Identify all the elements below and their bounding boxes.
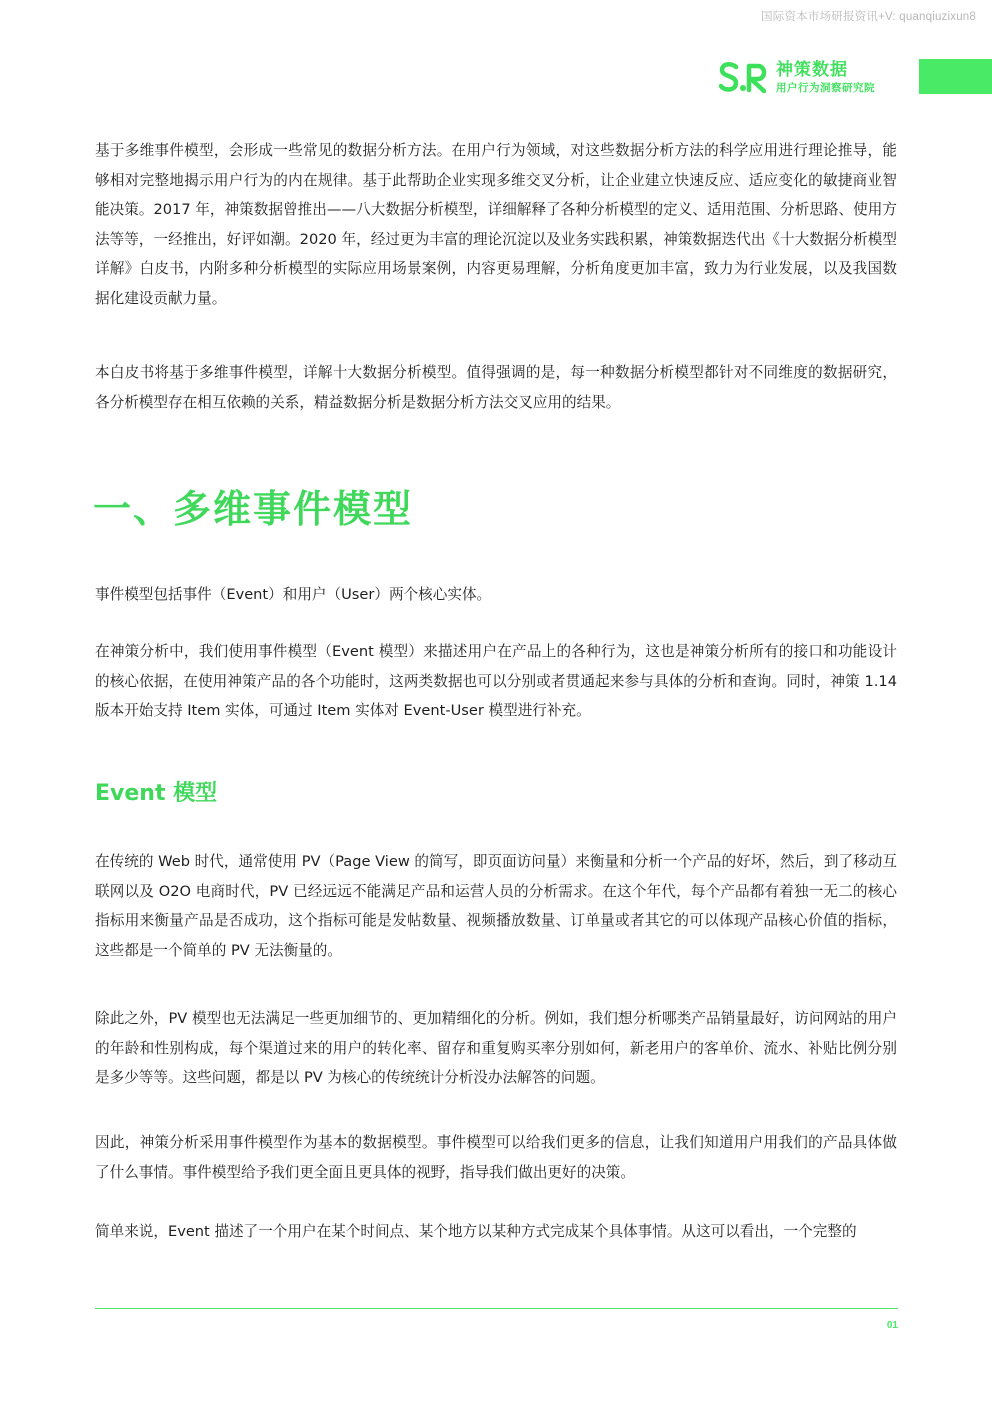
watermark-text: 国际资本市场研报资讯+V: quanqiuzixun8 [761,11,976,23]
brand-logo [718,60,875,96]
logo-name: 神策数据 [776,60,848,81]
logo-subtitle: 用户行为洞察研究院 [776,82,875,95]
paragraph-pv-history: 在传统的 Web 时代，通常使用 PV（Page View 的简写，即页面访问量）来衡量和分析一个产品的好坏，然后，到了移动互联网以及 O2O 电商时代，PV 已经远远不能满足产品和运营人员的分析需求。在这个年代，每个产品都有着独一无二的核心指标用来衡量产品是否成功，这个指标可能是发帖数量、视频播放数量、订单量或者其它的可以体现产品核心价值的指标，这些都是一个简单的 PV 无法衡量的。 [95,853,897,959]
paragraph-event-definition: 简单来说，Event 描述了一个用户在某个时间点、某个地方以某种方式完成某个具体事情。从这可以看出，一个完整的 [95,1223,857,1240]
subsection-heading: Event 模型 [95,781,218,806]
header-accent-block [919,59,992,94]
page-number: 01 [886,1320,898,1331]
paragraph-event-model-usage: 在神策分析中，我们使用事件模型（Event 模型）来描述用户在产品上的各种行为，这也是神策分析所有的接口和功能设计的核心依据，在使用神策产品的各个功能时，这两类数据也可以分别或者贯通起来参与具体的分析和查询。同时，神策 1.14 版本开始支持 Item 实体，可通过 Item 实体对 Event-User 模型进行补充。 [95,643,897,719]
paragraph-intro: 基于多维事件模型，会形成一些常见的数据分析方法。在用户行为领域，对这些数据分析方法的科学应用进行理论推导，能够相对完整地揭示用户行为的内在规律。基于此帮助企业实现多维交叉分析，让企业建立快速反应、适应变化的敏捷商业智能决策。2017 年，神策数据曾推出——八大数据分析模型，详细解释了各种分析模型的定义、适用范围、分析思路、使用方法等等，一经推出，好评如潮。2020 年，经过更为丰富的理论沉淀以及业务实践积累，神策数据迭代出《十大数据分析模型详解》白皮书，内附多种分析模型的实际应用场景案例，内容更易理解，分析角度更加丰富，致力为行业发展，以及我国数据化建设贡献力量。 [95,142,897,307]
section-heading: 一、多维事件模型 [93,487,414,531]
paragraph-pv-limits: 除此之外，PV 模型也无法满足一些更加细节的、更加精细化的分析。例如，我们想分析哪类产品销量最好，访问网站的用户的年龄和性别构成，每个渠道过来的用户的转化率、留存和重复购买率分别如何，新老用户的客单价、流水、补贴比例分别是多少等等。这些问题，都是以 PV 为核心的传统统计分析没办法解答的问题。 [95,1010,897,1086]
paragraph-whitepaper: 本白皮书将基于多维事件模型，详解十大数据分析模型。值得强调的是，每一种数据分析模型都针对不同维度的数据研究，各分析模型存在相互依赖的关系，精益数据分析是数据分析方法交叉应用的结果。 [95,364,897,411]
logo-mark-icon [718,60,770,96]
footer-divider [95,1308,898,1309]
paragraph-event-adoption: 因此，神策分析采用事件模型作为基本的数据模型。事件模型可以给我们更多的信息，让我们知道用户用我们的产品具体做了什么事情。事件模型给予我们更全面且更具体的视野，指导我们做出更好的决策。 [95,1134,897,1181]
paragraph-event-model-intro: 事件模型包括事件（Event）和用户（User）两个核心实体。 [95,586,492,603]
